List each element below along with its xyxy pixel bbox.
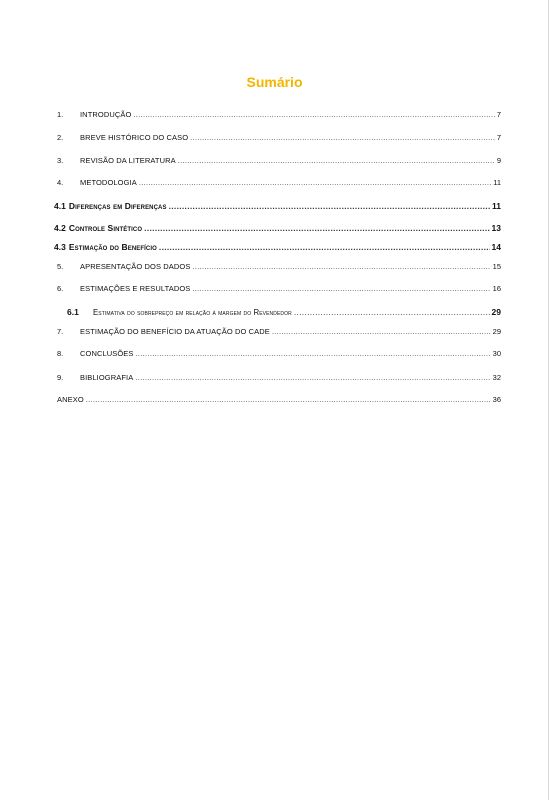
toc-entry-bibliografia[interactable] — [57, 373, 501, 383]
toc-leader-dots — [192, 284, 490, 294]
toc-number: 2. — [57, 133, 64, 142]
toc-label: Estimação do Benefício — [68, 242, 157, 252]
toc-entry-conclusoes[interactable] — [57, 349, 501, 359]
toc-label: REVISÃO DA LITERATURA — [80, 156, 176, 165]
toc-leader-dots — [272, 327, 491, 337]
toc-leader-dots — [136, 349, 491, 359]
toc-number: 4.1 — [54, 201, 66, 211]
toc-label: CONCLUSÕES — [80, 349, 134, 358]
toc-entry-sobrepreco[interactable] — [67, 307, 501, 318]
toc-page-number: 13 — [491, 223, 501, 233]
toc-entry-anexo[interactable] — [57, 395, 501, 405]
toc-page-number: 7 — [496, 133, 501, 142]
toc-label: Diferenças em Diferenças — [68, 201, 167, 211]
toc-number: 6. — [57, 284, 64, 293]
toc-entry-revisao[interactable] — [57, 156, 501, 166]
toc-number: 9. — [57, 373, 64, 382]
toc-page-number: 30 — [492, 349, 501, 358]
toc-leader-dots — [86, 395, 491, 405]
toc-label: ESTIMAÇÃO DO BENEFÍCIO DA ATUAÇÃO DO CADE — [80, 327, 270, 336]
toc-entry-apresentacao-dados[interactable] — [57, 262, 501, 272]
toc-label: METODOLOGIA — [80, 178, 137, 187]
toc-label: ESTIMAÇÕES E RESULTADOS — [80, 284, 191, 293]
document-title: Sumário — [246, 74, 303, 90]
toc-number: 5. — [57, 262, 64, 271]
toc-leader-dots — [133, 110, 494, 120]
toc-label: Estimativa do sobrepreço em relação à margem do Revendedor — [93, 308, 292, 317]
toc-entry-introducao[interactable] — [57, 110, 501, 120]
toc-leader-dots — [159, 242, 490, 252]
toc-leader-dots — [139, 178, 491, 188]
toc-page-number: 32 — [492, 373, 501, 382]
toc-number: 4.2 — [54, 223, 66, 233]
toc-page-number: 29 — [491, 307, 501, 317]
toc-leader-dots — [135, 373, 490, 383]
toc-number: 6.1 — [67, 307, 79, 317]
toc-entry-estimacoes-resultados[interactable] — [57, 284, 501, 294]
toc-label: BREVE HISTÓRICO DO CASO — [80, 133, 189, 142]
toc-page-number: 14 — [491, 242, 501, 252]
toc-page-number: 29 — [492, 327, 501, 336]
toc-leader-dots — [169, 201, 490, 211]
toc-number: 4. — [57, 178, 64, 187]
toc-number: 8. — [57, 349, 64, 358]
toc-label: BIBLIOGRAFIA — [80, 373, 134, 382]
toc-label: Controle Sintético — [68, 223, 143, 233]
toc-label: INTRODUÇÃO — [80, 110, 132, 119]
toc-number: 4.3 — [54, 242, 66, 252]
toc-leader-dots — [294, 307, 490, 317]
toc-entry-estimacao-beneficio[interactable] — [54, 242, 501, 252]
toc-entry-metodologia[interactable] — [57, 178, 501, 188]
toc-label: ANEXO — [57, 395, 84, 404]
toc-page-number: 11 — [493, 178, 501, 187]
toc-leader-dots — [192, 262, 490, 272]
toc-label: APRESENTAÇÃO DOS DADOS — [80, 262, 191, 271]
toc-page-number: 16 — [492, 284, 501, 293]
toc-leader-dots — [178, 156, 495, 166]
toc-page-number: 11 — [492, 201, 501, 211]
toc-entry-controle-sintetico[interactable] — [54, 223, 501, 233]
toc-number: 3. — [57, 156, 64, 165]
toc-entry-historico[interactable] — [57, 133, 501, 143]
toc-entry-beneficio-cade[interactable] — [57, 327, 501, 337]
toc-number: 1. — [57, 110, 64, 119]
toc-leader-dots — [190, 133, 495, 143]
toc-page-number: 7 — [496, 110, 501, 119]
toc-page-number: 15 — [492, 262, 501, 271]
toc-number: 7. — [57, 327, 64, 336]
toc-page-number: 9 — [496, 156, 501, 165]
toc-leader-dots — [144, 223, 489, 233]
toc-entry-diferencas[interactable] — [54, 201, 501, 211]
toc-page-number: 36 — [492, 395, 501, 404]
